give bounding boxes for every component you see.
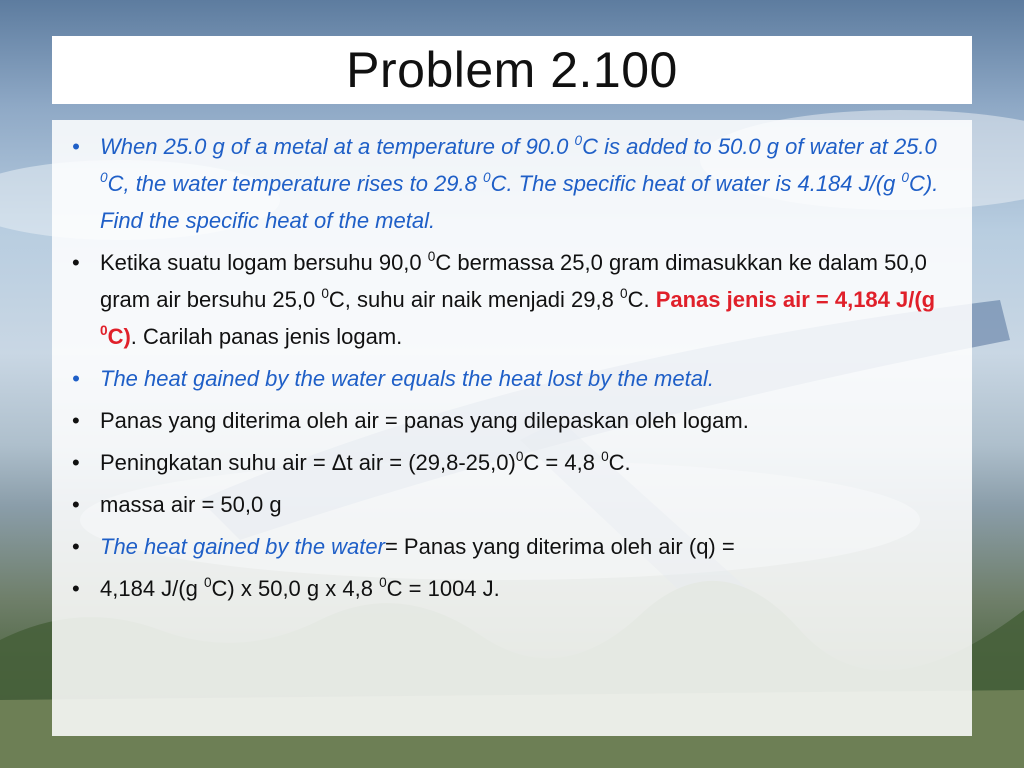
superscript: 0	[203, 575, 212, 591]
text-run: C.	[627, 287, 656, 312]
bullet-problem-indonesian	[72, 244, 960, 355]
text-run: C = 1004 J.	[386, 576, 500, 601]
text-run: C) x 50,0 g x 4,8	[211, 576, 380, 601]
superscript: 0	[379, 575, 387, 591]
superscript: 0	[901, 170, 909, 186]
text-run: Panas yang diterima oleh air = panas yang dilepaskan oleh logam.	[100, 408, 749, 433]
bullet-heat-gained-label	[72, 528, 960, 565]
text-run: C = 4,8	[523, 450, 602, 475]
text-run: C.	[608, 450, 631, 475]
superscript: 0	[574, 133, 583, 149]
bullet-temperature-change	[72, 444, 960, 481]
text-run: = Panas yang diterima oleh air (q) =	[384, 534, 735, 559]
title-box	[52, 36, 972, 104]
slide-title: Problem 2.100	[346, 42, 678, 98]
text-run: 4,184 J/(g	[100, 576, 204, 601]
superscript: 0	[482, 170, 491, 186]
text-run: Panas jenis air = 4,184 J/(g	[655, 287, 936, 312]
text-run: massa air = 50,0 g	[100, 492, 282, 517]
superscript: 0	[100, 323, 108, 339]
superscript: 0	[321, 286, 329, 302]
superscript: 0	[100, 170, 108, 186]
text-run: C, suhu air naik menjadi 29,8	[328, 287, 620, 312]
text-run: The heat gained by the water equals the heat lost by the metal.	[100, 366, 714, 391]
text-run: The heat gained by the water	[100, 534, 385, 559]
text-run: C, the water temperature rises to 29.8	[107, 171, 483, 196]
bullet-heat-calculation	[72, 570, 960, 607]
bullet-heat-balance-indonesian	[72, 402, 960, 439]
text-run: C is added to 50.0 g of water at 25.0	[582, 134, 937, 159]
text-run: C). Find the specific heat of the metal.	[100, 171, 939, 233]
text-run: C. The specific heat of water is 4.184 J/(g	[490, 171, 902, 196]
content-panel	[52, 120, 972, 736]
text-run: C bermassa 25,0 gram dimasukkan ke dalam 50,0 gram air bersuhu 25,0	[100, 250, 927, 312]
superscript: 0	[601, 449, 609, 465]
text-run: . Carilah panas jenis logam.	[130, 324, 403, 349]
bullet-water-mass	[72, 486, 960, 523]
text-run: Ketika suatu logam bersuhu 90,0	[100, 250, 428, 275]
superscript: 0	[427, 249, 436, 265]
text-run: Peningkatan suhu air = Δt air = (29,8-25,0)	[100, 450, 516, 475]
text-run: C)	[107, 324, 131, 349]
text-run: When 25.0 g of a metal at a temperature of 90.0	[100, 134, 575, 159]
bullet-problem-english	[72, 128, 960, 239]
bullet-heat-balance-english	[72, 360, 960, 397]
bullet-list	[72, 128, 960, 607]
superscript: 0	[515, 449, 524, 465]
superscript: 0	[619, 286, 628, 302]
